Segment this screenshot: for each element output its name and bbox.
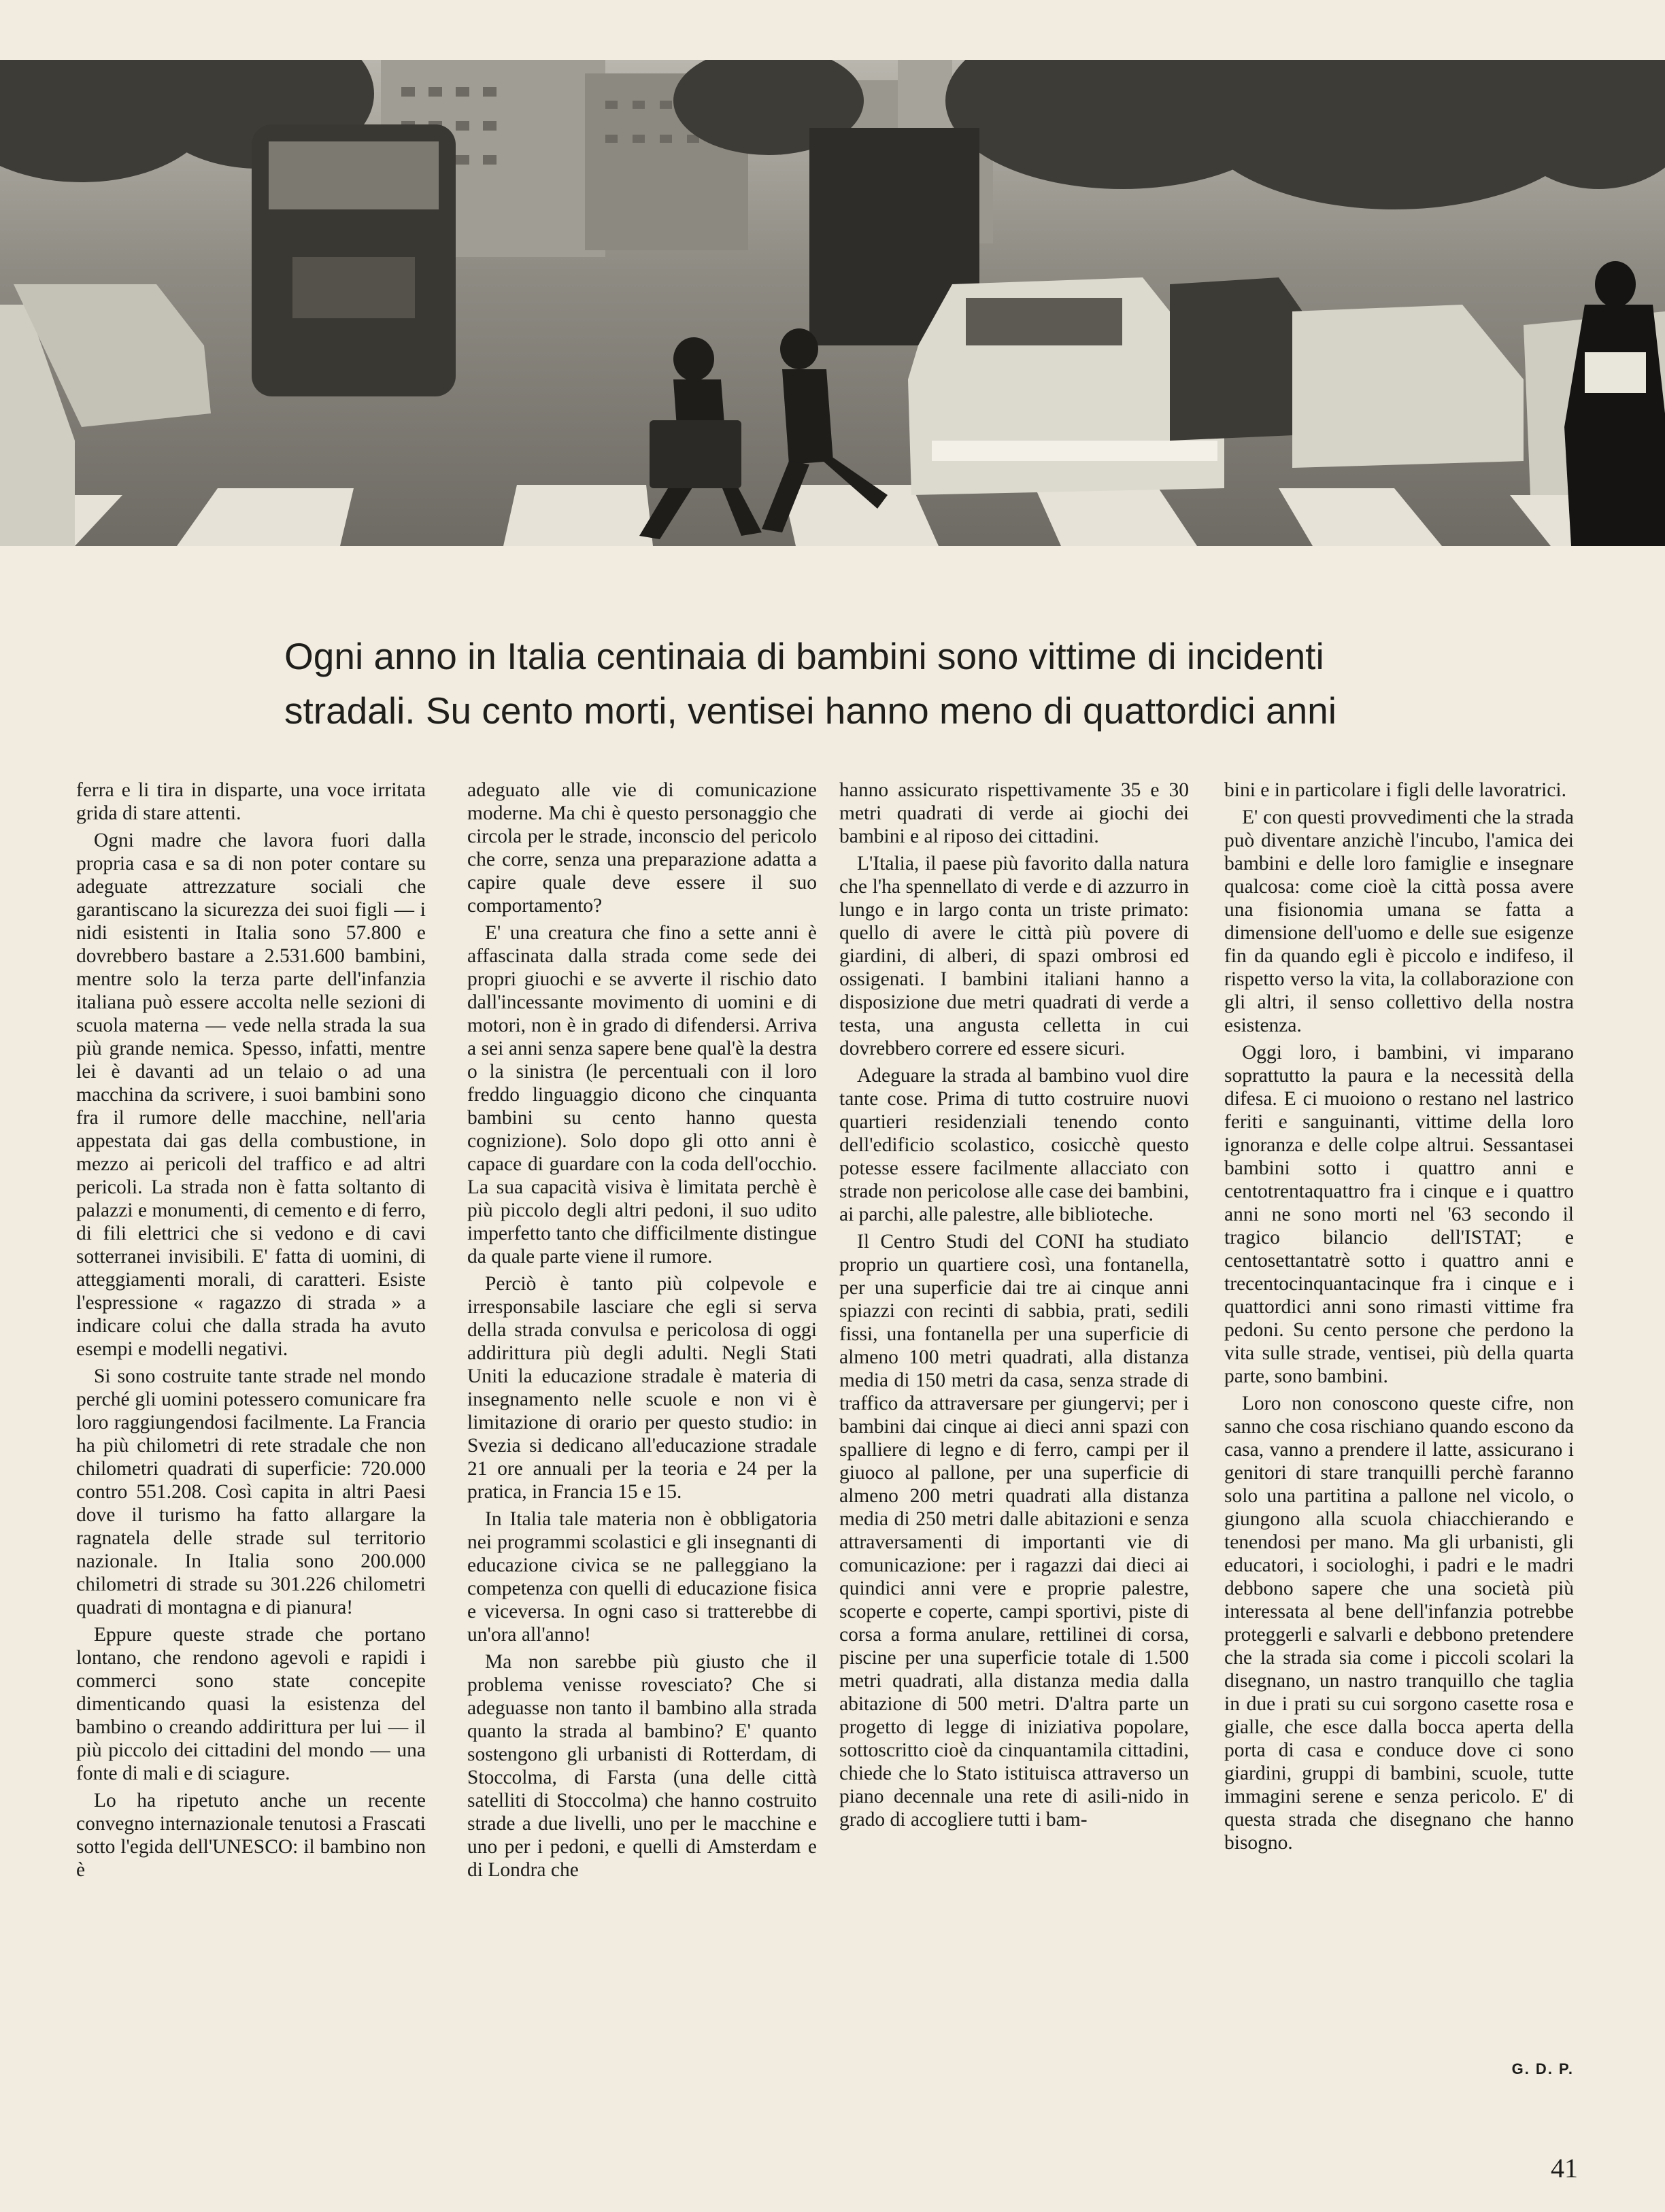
paragraph: Ma non sarebbe più giusto che il problema venisse rovesciato? Che si adeguasse non tanto il bambino alla strada quanto la strada al bambino? E' quanto sostengono gli urbanisti di Rotterdam, di Stoccolma, di Farsta (una delle città satelliti di Stoccolma) che hanno costruito strade a due livelli, uno per le macchine e uno per i pedoni, e quelli di Amsterdam e di Londra che [467, 1651, 817, 1881]
paragraph: E' con questi provvedimenti che la strada può diventare anzichè l'incubo, l'amica dei bambini e delle loro famiglie e insegnare qualcosa: come cioè la città possa avere una fisionomia umana se fatta a dimensione dell'uomo e delle sue esigenze fin da quando egli è piccolo e indifeso, il rispetto verso la vita, la collaborazione con gli altri, il senso collettivo della nostra esistenza. [1224, 806, 1574, 1036]
headline [284, 629, 1373, 738]
paragraph: Oggi loro, i bambini, vi imparano soprattutto la paura e la necessità della difesa. E ci muoiono o restano nel lastrico feriti e sanguinanti, vittime della loro ignoranza e delle colpe altrui. Sessantasei bambini sotto i quattro anni e centotrentaquattro fra i cinque e i quattro anni ne sono morti nel '63 secondo il tragico bilancio dell'ISTAT; e centosettantatrè sotto i quattro anni e trecentocinquantacinque fra i cinque e i quattordici anni sono rimasti vittime fra pedoni. Su cento persone che perdono la vita sulle strade, ventisei, più della quarta parte, sono bambini. [1224, 1042, 1574, 1387]
article-column-2 [467, 779, 817, 2081]
article-body [76, 779, 1600, 2081]
article-column-1 [76, 779, 426, 2081]
paragraph: Lo ha ripetuto anche un recente convegno internazionale tenutosi a Frascati sotto l'egida dell'UNESCO: il bambino non è [76, 1790, 426, 1881]
paragraph: In Italia tale materia non è obbligatoria nei programmi scolastici e gli insegnanti di educazione civica se ne palleggiano la competenza con quelli di educazione fisica e viceversa. In ogni caso si tratterebbe di un'ora all'anno! [467, 1508, 817, 1646]
street-photo [0, 60, 1665, 546]
article-column-4 [1224, 779, 1574, 2081]
paragraph: Eppure queste strade che portano lontano, che rendono agevoli e rapidi i commerci sono state concepite dimenticando quasi la esistenza del bambino o creando addirittura per lui — il più piccolo dei cittadini del mondo — una fonte di mali e di sciagure. [76, 1624, 426, 1784]
paragraph: L'Italia, il paese più favorito dalla natura che l'ha spennellato di verde e di azzurro in lungo e in largo conta un triste primato: quello di avere le città più povere di giardini, di alberi, di spazi ombrosi ed ossigenati. I bambini italiani hanno a disposizione due metri quadrati di verde a testa, una angusta celletta in cui dovrebbero correre ed essere sicuri. [839, 853, 1189, 1059]
headline-line-2: stradali. Su cento morti, ventisei hanno meno di quattordici anni [284, 690, 1336, 732]
paragraph: bini e in particolare i figli delle lavoratrici. [1224, 779, 1566, 801]
paragraph: adeguato alle vie di comunicazione moderne. Ma chi è questo personaggio che circola per le strade, inconscio del pericolo che corre, senza una preparazione adatta a capire quale deve essere il suo comportamento? [467, 779, 817, 917]
author-signature: G. D. P. [1511, 2060, 1574, 2077]
paragraph: Ogni madre che lavora fuori dalla propria casa e sa di non poter contare su adeguate attrezzature sociali che garantiscano la sicurezza dei suoi figli — i nidi esistenti in Italia sono 57.800 e dovrebbero bastare a 2.531.600 bambini, mentre solo la terza parte dell'infanzia italiana può essere accolta nelle sezioni di scuola materna — vede nella strada la sua più grande nemica. Spesso, infatti, mentre lei è davanti ad un telaio o ad una macchina da scrivere, i suoi bambini sono fra il rumore delle macchine, nell'aria appestata dai gas della combustione, in mezzo ai pericoli del traffico e ad altri pericoli. La strada non è fatta soltanto di palazzi e monumenti, di cemento e di ferro, di fili elettrici che si vedono e di cavi sotterranei invisibili. E' fatta di uomini, di atteggiamenti morali, di caratteri. Esiste l'espressione « ragazzo di strada » a indicare colui che dalla strada ha avuto esempi e modelli negativi. [76, 830, 426, 1360]
paragraph: E' una creatura che fino a sette anni è affascinata dalla strada come sede dei propri giuochi e se avverte il rischio dato dall'incessante movimento di uomini e di motori, non è in grado di difendersi. Arriva a sei anni senza sapere bene qual'è la destra o la sinistra (le percentuali con il loro freddo linguaggio dicono che cinquanta bambini su cento hanno questa cognizione). Solo dopo gli otto anni è capace di guardare con la coda dell'occhio. La sua capacità visiva è limitata perchè è più piccolo degli altri pedoni, il suo udito imperfetto tanto che difficilmente distingue da quale parte viene il rumore. [467, 922, 817, 1267]
paragraph: Loro non conoscono queste cifre, non sanno che cosa rischiano quando escono da casa, vanno a prendere il latte, assicurano i genitori di stare tranquilli perchè faranno solo una partitina a pallone nel vicolo, o giungono alla scuola chiacchierando e tenendosi per mano. Ma gli urbanisti, gli educatori, i sociologhi, i padri e le madri debbono sapere che una società più interessata al bene dell'infanzia potrebbe proteggerli e salvarli e debbono pretendere che la strada sia come i piccoli scolari la disegnano, un nastro tranquillo che taglia in due i prati su cui sorgono casette rosa e gialle, che esce dalla bocca aperta della porta di casa e conduce dove ci sono giardini, gruppi di bambini, scuole, tutte immagini serene e senza pericolo. E' di questa strada che disegnano che hanno bisogno. [1224, 1393, 1574, 1854]
street-photo-icon [0, 60, 1665, 546]
paragraph: Adeguare la strada al bambino vuol dire tante cose. Prima di tutto costruire nuovi quartieri residenziali tenendo conto dell'edificio scolastico, cosicchè questo potesse essere facilmente allacciato con strade non pericolose alle case dei bambini, ai parchi, alle palestre, alle biblioteche. [839, 1065, 1189, 1225]
paragraph: Perciò è tanto più colpevole e irresponsabile lasciare che egli si serva della strada convulsa e pericolosa di oggi addirittura più degli adulti. Negli Stati Uniti la educazione stradale è materia di insegnamento nelle scuole e non vi è limitazione di orario per questo studio: in Svezia si dedicano all'educazione stradale 21 ore annuali per la teoria e 24 per la pratica, in Francia 15 e 15. [467, 1273, 817, 1503]
headline-line-1: Ogni anno in Italia centinaia di bambini sono vittime di incidenti [284, 635, 1324, 677]
paragraph: hanno assicurato rispettivamente 35 e 30 metri quadrati di verde ai giochi dei bambini e al riposo dei cittadini. [839, 779, 1189, 847]
paragraph: Si sono costruite tante strade nel mondo perché gli uomini potessero comunicare fra loro raggiungendosi facilmente. La Francia ha più chilometri di rete stradale che non chilometri quadrati di superficie: 720.000 contro 551.208. Così capita in altri Paesi dove il turismo ha fatto allargare la ragnatela delle strade sul territorio nazionale. In Italia sono 200.000 chilometri di strade su 301.226 chilometri quadrati di montagna e di pianura! [76, 1365, 426, 1618]
paragraph: ferra e li tira in disparte, una voce irritata grida di stare attenti. [76, 779, 426, 824]
paragraph: Il Centro Studi del CONI ha studiato proprio un quartiere così, una fontanella, per una superficie dai tre ai cinque anni spiazzi con recinti di sabbia, prati, sedili fissi, una fontanella per una superficie di almeno 100 metri quadrati, alla distanza media di 150 metri da casa, senza strade di traffico da attraversare per giungervi; per i bambini dai cinque ai dieci anni spazi con spalliere di legno e di ferro, campi per il giuoco al pallone, per una superficie di almeno 200 metri quadrati alla distanza media di 250 metri dalle abitazioni e senza attraversamenti di importanti vie di comunicazione: per i ragazzi dai dieci ai quindici anni vere e proprie palestre, scoperte e coperte, campi sportivi, piste di corsa a forma anulare, rettilinei di corsa, piscine per una superficie totale di 1.500 metri quadrati, alla distanza media dalla abitazione di 500 metri. D'altra parte un progetto di legge di iniziativa popolare, sottoscritto cioè da cinquantamila cittadini, chiede che lo Stato istituisca attraverso un piano decennale una rete di asili-nido in grado di accogliere tutti i bam- [839, 1231, 1189, 1831]
page-number: 41 [1551, 2153, 1578, 2183]
article-column-3 [839, 779, 1189, 2081]
